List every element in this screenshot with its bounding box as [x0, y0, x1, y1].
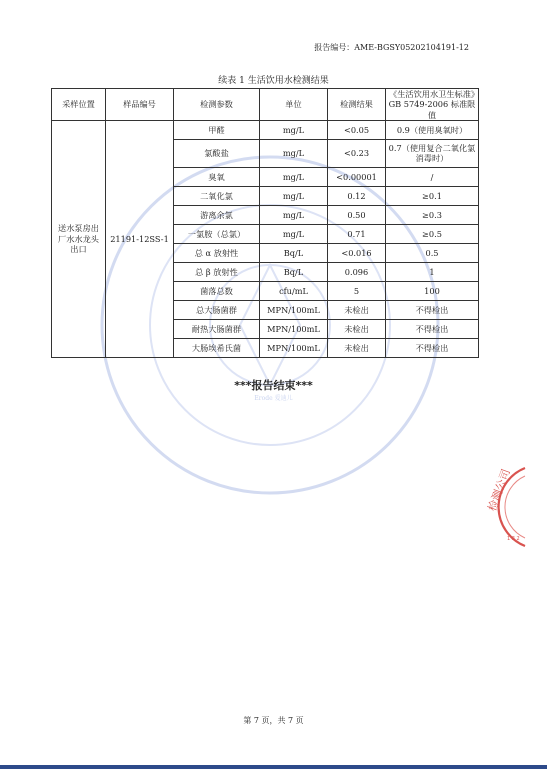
page-footer: 第 7 页，共 7 页 — [243, 716, 304, 725]
param-cell: 总大肠菌群 — [174, 300, 260, 319]
result-cell: 0.096 — [328, 262, 386, 281]
col-header-unit: 单位 — [260, 89, 328, 121]
param-cell: 总 β 放射性 — [174, 262, 260, 281]
col-header-param: 检测参数 — [174, 89, 260, 121]
param-cell: 一氯胺（总氯） — [174, 224, 260, 243]
param-cell: 总 α 放射性 — [174, 243, 260, 262]
unit-cell: mg/L — [260, 167, 328, 186]
result-cell: 未检出 — [328, 338, 386, 357]
unit-cell: MPN/100mL — [260, 300, 328, 319]
limit-cell: 0.9（使用臭氧时） — [386, 120, 479, 139]
limit-cell: 1 — [386, 262, 479, 281]
result-cell: 0.12 — [328, 186, 386, 205]
limit-cell: 不得检出 — [386, 338, 479, 357]
report-number: 报告编号：AME-BGSY05202104191-12 — [314, 43, 469, 52]
result-cell: <0.05 — [328, 120, 386, 139]
unit-cell: MPN/100mL — [260, 338, 328, 357]
col-header-limit: 《生活饮用水卫生标准》GB 5749-2006 标准限值 — [386, 89, 479, 121]
limit-cell: 不得检出 — [386, 300, 479, 319]
unit-cell: MPN/100mL — [260, 319, 328, 338]
col-header-sample-id: 样品编号 — [106, 89, 174, 121]
result-cell: <0.00001 — [328, 167, 386, 186]
result-cell: 0.71 — [328, 224, 386, 243]
param-cell: 氯酸盐 — [174, 139, 260, 167]
limit-cell: 0.5 — [386, 243, 479, 262]
limit-cell: ≥0.5 — [386, 224, 479, 243]
table-title: 续表 1 生活饮用水检测结果 — [218, 76, 329, 86]
svg-text:检测公司: 检测公司 — [485, 467, 513, 514]
unit-cell: Bq/L — [260, 243, 328, 262]
svg-text:1 3 2: 1 3 2 — [507, 536, 520, 542]
unit-cell: cfu/mL — [260, 281, 328, 300]
limit-cell: ≥0.1 — [386, 186, 479, 205]
param-cell: 二氧化氯 — [174, 186, 260, 205]
result-cell: 未检出 — [328, 300, 386, 319]
watermark-logo-text: Erode 爱迪儿 — [254, 395, 293, 402]
param-cell: 耐热大肠菌群 — [174, 319, 260, 338]
table-row — [52, 120, 479, 139]
result-cell: <0.23 — [328, 139, 386, 167]
limit-cell: ≥0.3 — [386, 205, 479, 224]
unit-cell: mg/L — [260, 205, 328, 224]
limit-cell: 0.7（使用复合二氧化氯消毒时） — [386, 139, 479, 167]
unit-cell: mg/L — [260, 139, 328, 167]
official-stamp — [455, 462, 527, 552]
sample-id-cell: 21191-12SS-1 — [106, 120, 174, 357]
result-cell: 0.50 — [328, 205, 386, 224]
result-cell: 5 — [328, 281, 386, 300]
col-header-result: 检测结果 — [328, 89, 386, 121]
limit-cell: 不得检出 — [386, 319, 479, 338]
table-header-row — [52, 89, 479, 121]
result-cell: 未检出 — [328, 319, 386, 338]
result-cell: <0.016 — [328, 243, 386, 262]
param-cell: 臭氧 — [174, 167, 260, 186]
unit-cell: mg/L — [260, 224, 328, 243]
limit-cell: / — [386, 167, 479, 186]
unit-cell: Bq/L — [260, 262, 328, 281]
limit-cell: 100 — [386, 281, 479, 300]
results-table — [51, 88, 479, 358]
col-header-location: 采样位置 — [52, 89, 106, 121]
bottom-scan-bar — [0, 765, 547, 769]
location-cell: 送水泵房出厂水水龙头出口 — [52, 120, 106, 357]
unit-cell: mg/L — [260, 120, 328, 139]
param-cell: 菌落总数 — [174, 281, 260, 300]
unit-cell: mg/L — [260, 186, 328, 205]
param-cell: 大肠埃希氏菌 — [174, 338, 260, 357]
param-cell: 游离余氯 — [174, 205, 260, 224]
param-cell: 甲醛 — [174, 120, 260, 139]
report-end-mark: ***报告结束*** — [234, 379, 313, 392]
